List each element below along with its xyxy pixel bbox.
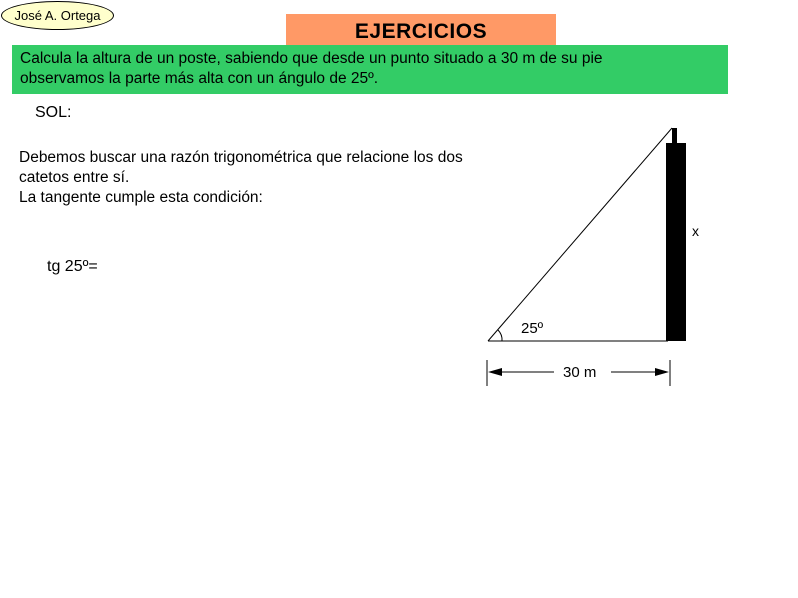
explanation-line-1: Debemos buscar una razón trigonométrica que relacione los dos bbox=[19, 149, 463, 166]
author-badge: José A. Ortega bbox=[1, 1, 114, 30]
angle-arc bbox=[498, 330, 502, 341]
tangent-formula: tg 25º= bbox=[47, 258, 98, 275]
arrowhead-right bbox=[655, 368, 669, 376]
height-label: x bbox=[692, 223, 699, 239]
explanation-line-2: catetos entre sí. bbox=[19, 169, 130, 186]
pole bbox=[666, 143, 686, 341]
problem-line-1: Calcula la altura de un poste, sabiendo que desde un punto situado a 30 m de su pie bbox=[20, 50, 603, 67]
solution-label: SOL: bbox=[35, 104, 72, 121]
pole-top bbox=[672, 128, 677, 144]
arrowhead-left bbox=[488, 368, 502, 376]
angle-label: 25º bbox=[521, 320, 544, 337]
problem-line-2: observamos la parte más alta con un ángulo de 25º. bbox=[20, 70, 379, 87]
page-title: EJERCICIOS bbox=[286, 14, 556, 49]
distance-label: 30 m bbox=[563, 364, 597, 381]
explanation-line-3: La tangente cumple esta condición: bbox=[19, 189, 263, 206]
hypotenuse-line bbox=[488, 128, 672, 341]
